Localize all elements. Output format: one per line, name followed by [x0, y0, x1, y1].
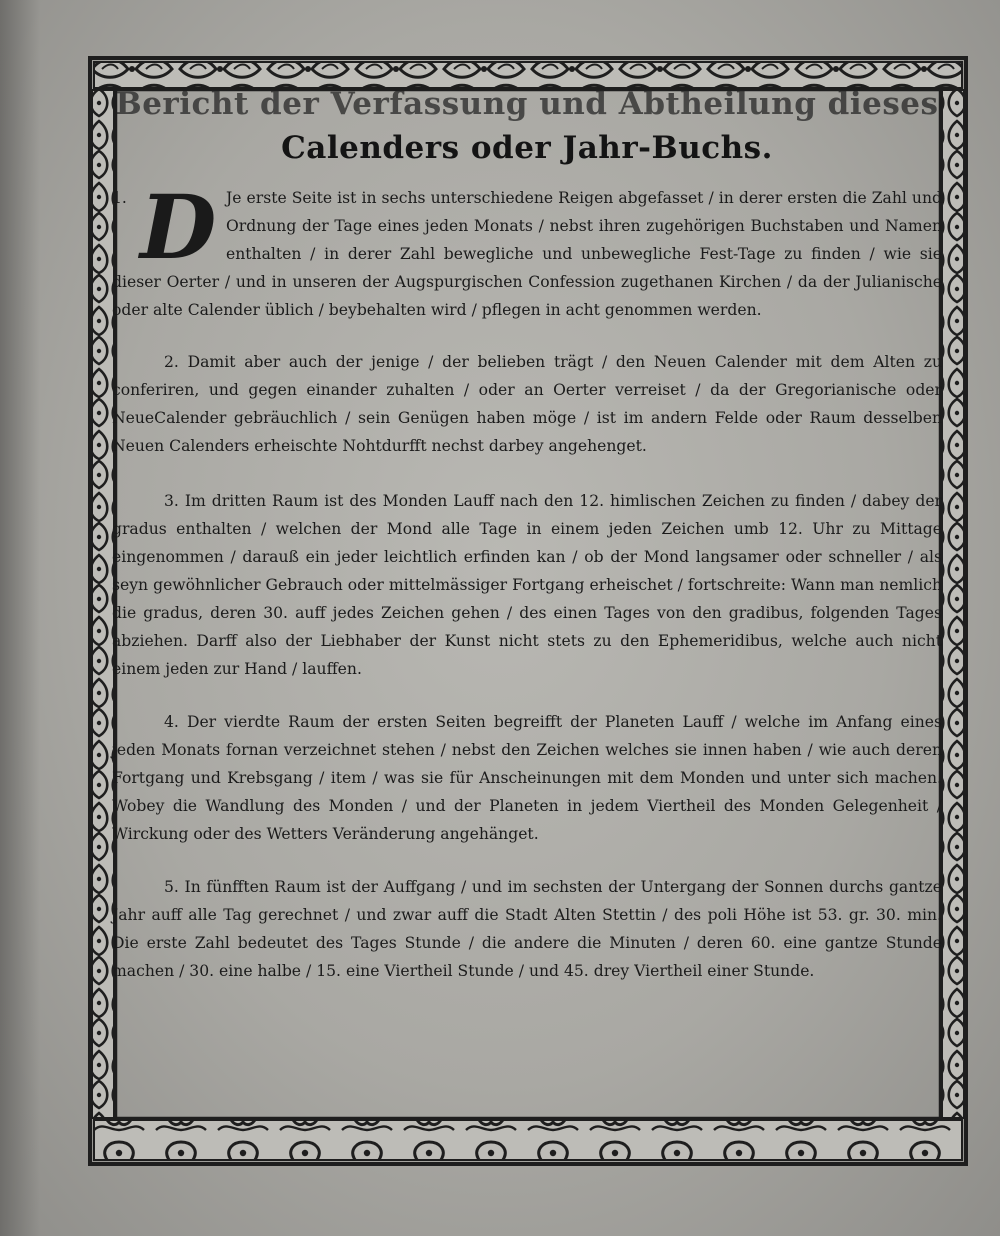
paragraph-3 [112, 487, 942, 683]
paragraph-text: Damit aber auch der jenige / der belieben trägt / den Neuen Calender mit dem Alten zu conferiren, und gegen einander zuhalten / oder an Oerter verreiset / da der Gregorianische oder NeueCalender gebräuchlich / sein Genügen haben möge / ist im andern Felde oder Raum desselben Neuen Calenders erheischte Nohtdurfft nechst darbey angehenget. [112, 353, 942, 455]
decorated-initial-d: D [140, 175, 217, 279]
title-line-1: Bericht der Verfassung und Abtheilung dieses [115, 86, 939, 122]
paragraph-number: 1. [112, 189, 127, 207]
paragraph-number: 5. [164, 878, 179, 896]
paragraph-2 [112, 348, 942, 460]
paragraph-text: Im dritten Raum ist des Monden Lauff nach den 12. himlischen Zeichen zu finden / dabey der gradus enthalten / welchen der Mond alle Tage in einem jeden Zeichen umb 12. Uhr zu Mittage eingenommen / darauß ein jeder leichtlich erfinden kan / ob der Mond langsamer oder schneller / als seyn gewöhnlicher Gebrauch oder mittelmässiger Fortgang erheischet / fortschreite: Wann man nemlich die gradus, deren 30. auff jedes Zeichen gehen / des einen Tages von den gradibus, folgenden Tages abziehen. Darff also der Liebhaber der Kunst nicht stets zu den Ephemeridibus, welche auch nicht einem jeden zur Hand / lauffen. [112, 492, 942, 678]
paragraph-number: 3. [164, 492, 179, 510]
paragraph-text: Der vierdte Raum der ersten Seiten begreifft der Planeten Lauff / welche im Anfang eines jeden Monats fornan verzeichnet stehen / nebst den Zeichen welches sie innen haben / wie auch deren Fortgang und Krebsgang / item / was sie für Anscheinungen mit dem Monden und unter sich machen. Wobey die Wandlung des Monden / und der Planeten in jedem Viertheil des Monden Gelegenheit / Wirckung oder des Wetters Veränderung angehänget. [112, 713, 942, 843]
paragraph-5 [112, 873, 942, 985]
title-line-2: Calenders oder Jahr-Buchs. [281, 130, 773, 166]
paragraph-1 [112, 175, 942, 324]
paragraph-text: Je erste Seite ist in sechs unterschiedene Reigen abgefasset / in derer ersten die Zahl und Ordnung der Tage eines jeden Monats / nebst ihren zugehörigen Buchstaben und Namen enthalten / in derer Zahl bewegliche und unbewegliche Fest-Tage zu finden / wie sie dieser Oerter / und in unseren der Augspurgischen Confession zugethanen Kirchen / da der Julianische oder alte Calender üblich / beybehalten wird / pflegen in acht genommen werden. [112, 189, 942, 319]
text-block [112, 82, 942, 985]
paragraph-text: In fünfften Raum ist der Auffgang / und im sechsten der Untergang der Sonnen durchs gantze Jahr auff alle Tag gerechnet / und zwar auff die Stadt Alten Stettin / des poli Höhe ist 53. gr. 30. min. Die erste Zahl bedeutet des Tages Stunde / die andere die Minuten / deren 60. eine gantze Stunde machen / 30. eine halbe / 15. eine Viertheil Stunde / und 45. drey Viertheil einer Stunde. [112, 878, 942, 980]
paragraph-4 [112, 708, 942, 848]
paragraph-number: 2. [164, 353, 179, 371]
paragraph-number: 4. [164, 713, 179, 731]
